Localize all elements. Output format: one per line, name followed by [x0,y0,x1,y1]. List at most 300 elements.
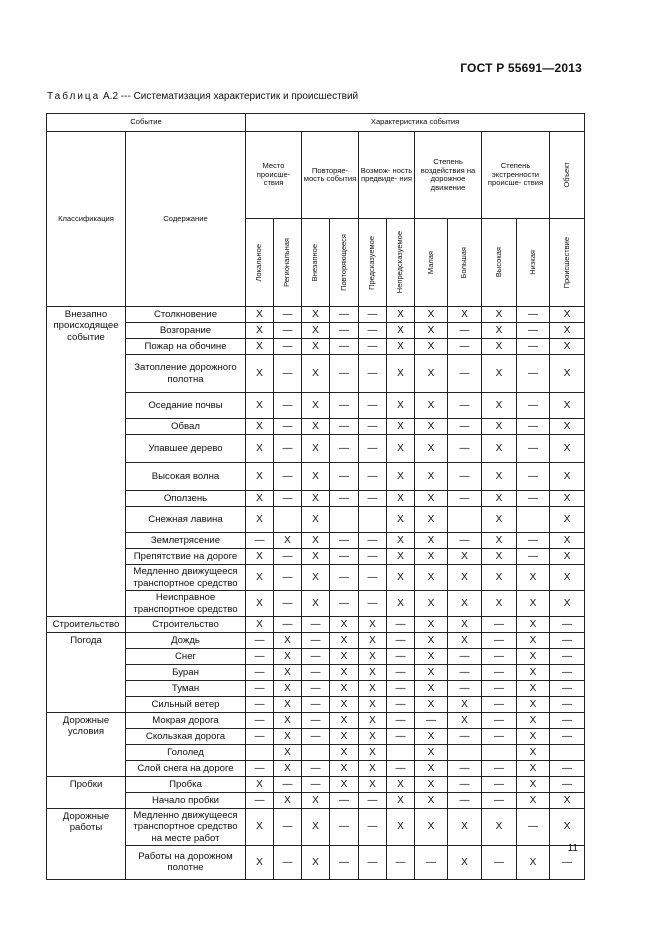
value-cell: — [448,491,482,507]
standard-designation: ГОСТ Р 55691—2013 [460,61,582,75]
content-cell: Пожар на обочине [126,339,246,355]
value-cell: X [415,617,448,633]
value-cell [274,507,302,533]
value-cell: — [330,393,359,419]
value-cell: X [415,649,448,665]
value-cell: — [359,491,387,507]
value-cell: — [415,845,448,879]
value-cell: X [415,419,448,435]
content-cell: Столкновение [126,307,246,323]
content-cell: Препятствие на дороге [126,549,246,565]
value-cell: X [246,435,274,463]
content-cell: Пробка [126,777,246,793]
value-cell: X [550,393,585,419]
value-cell: — [274,845,302,879]
value-cell: — [517,533,550,549]
value-cell: — [482,761,517,777]
value-cell: X [330,649,359,665]
column-header-vertical [359,219,387,307]
value-cell: — [448,393,482,419]
value-cell: — [482,845,517,879]
value-cell: X [330,665,359,681]
value-cell: — [330,591,359,617]
value-cell: — [448,793,482,809]
value-cell: X [448,845,482,879]
value-cell: X [550,549,585,565]
value-cell: X [482,339,517,355]
value-cell: X [415,549,448,565]
value-cell [246,745,274,761]
value-cell: — [387,845,415,879]
value-cell: X [359,665,387,681]
value-cell: X [330,745,359,761]
value-cell [517,507,550,533]
value-cell: X [415,745,448,761]
value-cell: — [359,533,387,549]
value-cell: X [387,463,415,491]
value-cell: X [387,307,415,323]
page-number: 11 [567,843,578,854]
value-cell: — [359,419,387,435]
value-cell: X [387,793,415,809]
value-cell: X [387,549,415,565]
value-cell: — [274,617,302,633]
value-cell: X [330,697,359,713]
value-cell: — [448,419,482,435]
value-cell: — [387,697,415,713]
value-cell: — [274,549,302,565]
value-cell: — [274,463,302,491]
value-cell: X [246,809,274,846]
value-cell: X [302,323,330,339]
value-cell: X [415,435,448,463]
value-cell: — [448,665,482,681]
value-cell: — [550,761,585,777]
value-cell: — [246,713,274,729]
value-cell: X [550,463,585,491]
value-cell: X [302,463,330,491]
value-cell: — [330,339,359,355]
value-cell: X [517,845,550,879]
table-row [47,533,585,549]
value-cell: X [387,533,415,549]
table-row [47,591,585,617]
column-header-label: Непредсказуемое [395,231,405,294]
table-row [47,681,585,697]
value-cell: X [415,729,448,745]
value-cell: — [274,565,302,591]
value-cell: X [448,307,482,323]
content-cell: Сильный ветер [126,697,246,713]
value-cell: — [359,307,387,323]
value-cell: X [302,845,330,879]
content-cell: Медленно движущееся транспортное средство [126,565,246,591]
value-cell: X [302,307,330,323]
value-cell: X [387,393,415,419]
column-header-vertical [302,219,330,307]
group-header-characteristic: Характеристика события [246,114,585,132]
value-cell: X [415,307,448,323]
value-cell: X [517,633,550,649]
value-cell: X [482,463,517,491]
value-cell: — [359,809,387,846]
value-cell: X [448,633,482,649]
value-cell: X [246,463,274,491]
value-cell: X [415,793,448,809]
value-cell: X [359,681,387,697]
value-cell: X [482,591,517,617]
value-cell: — [274,435,302,463]
value-cell: X [550,491,585,507]
caption-number: А.2 [103,91,119,102]
value-cell: X [517,681,550,697]
value-cell: X [482,323,517,339]
table-row [47,307,585,323]
value-cell: X [448,617,482,633]
value-cell: — [482,617,517,633]
value-cell: — [482,665,517,681]
table-row [47,435,585,463]
content-cell: Буран [126,665,246,681]
classification-cell: Дорожные работы [47,809,126,880]
value-cell: X [415,761,448,777]
column-header-vertical [246,219,274,307]
value-cell: — [246,649,274,665]
content-cell: Возгорание [126,323,246,339]
value-cell: X [246,323,274,339]
value-cell: X [387,591,415,617]
value-cell: — [246,681,274,697]
classification-cell: Внезапно происходящее событие [47,307,126,617]
value-cell: X [517,665,550,681]
content-cell: Мокрая дорога [126,713,246,729]
content-cell: Обвал [126,419,246,435]
value-cell: X [517,713,550,729]
content-cell: Гололед [126,745,246,761]
column-header-label: Большая [459,246,469,279]
column-header-label: Малая [425,250,435,275]
table-row [47,761,585,777]
value-cell: — [359,565,387,591]
value-cell: — [274,307,302,323]
value-cell: — [482,681,517,697]
value-cell: — [302,633,330,649]
value-cell: — [550,649,585,665]
value-cell: — [274,809,302,846]
value-cell: X [246,507,274,533]
value-cell: X [246,307,274,323]
table-row [47,565,585,591]
value-cell: — [274,591,302,617]
value-cell: X [274,729,302,745]
value-cell: X [274,793,302,809]
value-cell: — [246,761,274,777]
column-header-label: Предсказуемое [367,235,377,290]
value-cell: X [415,491,448,507]
value-cell: X [246,339,274,355]
value-cell: — [359,435,387,463]
value-cell: X [415,777,448,793]
value-cell: X [550,793,585,809]
value-cell: — [330,549,359,565]
table-row [47,777,585,793]
value-cell: — [448,339,482,355]
value-cell: X [302,339,330,355]
column-header-label: Региональная [282,238,292,287]
value-cell: — [448,533,482,549]
classification-cell: Дорожные условия [47,713,126,777]
column-header-vertical [448,219,482,307]
table-row [47,745,585,761]
table-row [47,419,585,435]
value-cell: X [482,393,517,419]
value-cell: X [387,339,415,355]
value-cell: — [448,777,482,793]
value-cell: — [550,845,585,879]
value-cell: X [415,463,448,491]
table-row [47,393,585,419]
value-cell [448,745,482,761]
table-row [47,845,585,879]
content-cell: Оседание почвы [126,393,246,419]
value-cell: X [415,565,448,591]
value-cell: — [359,549,387,565]
value-cell: X [274,665,302,681]
value-cell: — [302,697,330,713]
value-cell [387,745,415,761]
value-cell: X [448,549,482,565]
value-cell: — [330,809,359,846]
value-cell: X [246,565,274,591]
column-header-vertical [330,219,359,307]
subgroup-impact: Степень воздействия на дорожное движение [415,132,482,219]
content-cell: Затопление дорожного полотна [126,355,246,393]
value-cell: — [359,339,387,355]
value-cell: — [517,809,550,846]
value-cell: X [415,393,448,419]
value-cell: — [482,633,517,649]
value-cell: X [330,633,359,649]
value-cell: X [415,323,448,339]
value-cell: X [246,355,274,393]
value-cell: X [448,809,482,846]
value-cell: X [246,591,274,617]
value-cell: — [482,713,517,729]
content-cell: Снежная лавина [126,507,246,533]
value-cell: — [330,491,359,507]
content-cell: Работы на дорожном полотне [126,845,246,879]
value-cell: — [448,463,482,491]
column-header-label: Происшествие [561,236,571,289]
value-cell [448,507,482,533]
value-cell: X [448,565,482,591]
subgroup-extreme: Степень экстренности происше- ствия [482,132,550,219]
value-cell: X [302,591,330,617]
value-cell: X [302,549,330,565]
value-cell: — [517,491,550,507]
value-cell: — [387,729,415,745]
value-cell: — [246,665,274,681]
value-cell: — [330,533,359,549]
value-cell: X [415,591,448,617]
value-cell [302,745,330,761]
value-cell: X [330,777,359,793]
value-cell: X [387,419,415,435]
value-cell: X [415,633,448,649]
value-cell: — [387,713,415,729]
value-cell: — [274,491,302,507]
value-cell: — [302,729,330,745]
value-cell: X [387,777,415,793]
value-cell: — [274,323,302,339]
value-cell: X [330,729,359,745]
subgroup-repeat: Повторяе- мость события [302,132,359,219]
value-cell: X [482,809,517,846]
column-header-vertical [550,219,585,307]
value-cell: X [274,745,302,761]
value-cell: — [302,617,330,633]
value-cell: X [448,591,482,617]
value-cell: — [246,697,274,713]
value-cell: X [387,565,415,591]
content-cell: Туман [126,681,246,697]
value-cell: — [517,355,550,393]
value-cell [550,745,585,761]
value-cell: X [517,617,550,633]
value-cell: X [415,507,448,533]
table-row [47,665,585,681]
value-cell: X [246,617,274,633]
content-cell: Снег [126,649,246,665]
value-cell: — [330,793,359,809]
table-row [47,697,585,713]
value-cell: — [387,633,415,649]
value-cell [482,745,517,761]
value-cell [359,507,387,533]
value-cell: X [482,533,517,549]
value-cell: — [482,697,517,713]
value-cell: — [302,665,330,681]
value-cell: — [302,761,330,777]
column-header-vertical [387,219,415,307]
value-cell: X [246,419,274,435]
value-cell: X [448,697,482,713]
value-cell: X [550,533,585,549]
column-header-vertical [517,219,550,307]
content-cell: Начало пробки [126,793,246,809]
classification-cell: Пробки [47,777,126,809]
caption-title: --- Систематизация характеристик и происшествий [120,91,359,102]
value-cell: — [550,697,585,713]
value-cell: — [359,845,387,879]
value-cell: — [517,463,550,491]
value-cell: — [330,323,359,339]
value-cell: X [482,549,517,565]
value-cell: — [517,435,550,463]
value-cell: X [387,491,415,507]
table-row [47,507,585,533]
value-cell: X [302,565,330,591]
value-cell: X [330,617,359,633]
value-cell: — [330,419,359,435]
value-cell [330,507,359,533]
content-cell: Дождь [126,633,246,649]
value-cell: X [274,697,302,713]
value-cell: — [246,633,274,649]
table-row [47,649,585,665]
caption-prefix: Таблица [47,91,101,102]
value-cell: — [482,649,517,665]
column-header-label: Повторяющееся [338,234,348,291]
table-row [47,549,585,565]
value-cell: — [550,617,585,633]
column-header-label: Локальное [254,243,264,282]
value-cell: X [359,713,387,729]
value-cell: — [550,665,585,681]
value-cell: X [550,507,585,533]
value-cell: — [359,793,387,809]
value-cell: X [550,565,585,591]
value-cell: X [302,507,330,533]
value-cell: X [482,419,517,435]
value-cell: X [482,307,517,323]
value-cell: X [550,435,585,463]
value-cell: — [302,713,330,729]
value-cell: X [550,339,585,355]
subgroup-object-label: Объект [561,162,571,188]
value-cell: — [482,793,517,809]
value-cell: — [448,435,482,463]
value-cell: — [302,649,330,665]
table-row [47,617,585,633]
column-header-vertical [415,219,448,307]
table-row [47,633,585,649]
value-cell: X [415,665,448,681]
value-cell: — [387,681,415,697]
value-cell: X [359,697,387,713]
subgroup-predict: Возмож- ность предвиде- ния [359,132,415,219]
value-cell: — [448,649,482,665]
value-cell: X [387,809,415,846]
content-cell: Неисправное транспортное средство [126,591,246,617]
value-cell: X [517,793,550,809]
value-cell: X [302,419,330,435]
value-cell: X [448,713,482,729]
column-header-label: Низкая [527,250,537,275]
value-cell: X [359,649,387,665]
value-cell: X [387,323,415,339]
value-cell: — [274,419,302,435]
value-cell: — [448,355,482,393]
value-cell: X [415,533,448,549]
value-cell: — [274,777,302,793]
value-cell: — [359,393,387,419]
characteristics-table [46,113,585,880]
value-cell: X [246,491,274,507]
value-cell: — [517,339,550,355]
value-cell: X [302,809,330,846]
value-cell: — [550,633,585,649]
content-cell: Землетрясение [126,533,246,549]
value-cell: — [415,713,448,729]
value-cell: X [359,617,387,633]
value-cell: X [330,761,359,777]
value-cell: — [448,729,482,745]
content-cell: Медленно движущееся транспортное средство на месте работ [126,809,246,846]
value-cell: — [246,793,274,809]
value-cell: X [274,761,302,777]
table-row [47,355,585,393]
